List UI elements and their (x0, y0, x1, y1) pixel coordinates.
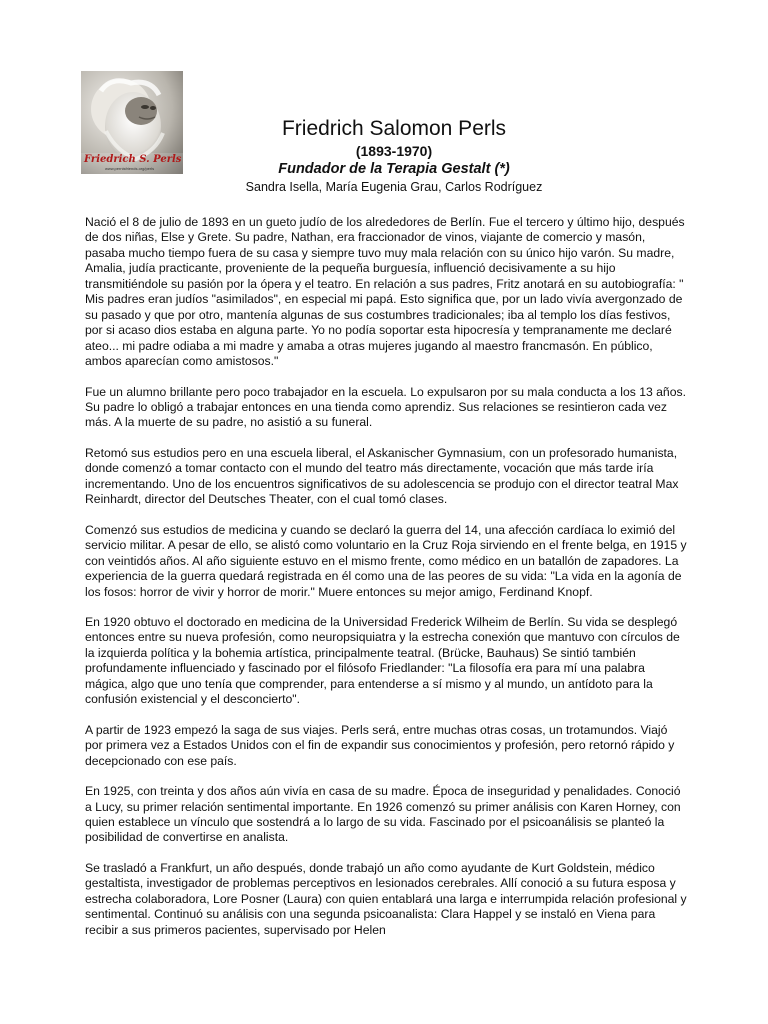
paragraph: Comenzó sus estudios de medicina y cuando se declaró la guerra del 14, una afección cardíaca lo eximió del servicio militar. A pesar de ello, se alistó como voluntario en la Cruz Roja sirviendo en el frente belga, en 1915 y con veintidós años. Al año siguiente estuvo en el mismo frente, como médico en un batallón de zapadores. La experiencia de la guerra quedará registrada en él como una de las peores de su vida: "La vida en la agonía de los fosos: horror de vivir y horror de morir." Muere entonces su mejor amigo, Ferdinand Knopf. (85, 522, 687, 599)
document-subtitle: Fundador de la Terapia Gestalt (*) (278, 161, 510, 177)
paragraph: Fue un alumno brillante pero poco trabajador en la escuela. Lo expulsaron por su mala conducta a los 13 años. Su padre lo obligó a trabajar entonces en una tienda como aprendiz. Sus relaciones se resintieron cada vez más. A la muerte de su padre, no asistió a su funeral. (85, 384, 686, 430)
document-header (200, 116, 588, 195)
portrait-signature: Friedrich S. Perls (84, 154, 182, 165)
portrait-url: www.pernisfriends.org/perls (105, 166, 155, 171)
paragraph: Nació el 8 de julio de 1893 en un gueto judío de los alrededores de Berlín. Fue el tercero y último hijo, después de dos niñas, Else y Grete. Su padre, Nathan, era fraccionador de vinos, viajante de comercio y masón, pasaba mucho tiempo fuera de su casa y siempre tuvo muy mala relación con su único hijo varón. Su madre, Amalia, judía practicante, proveniente de la pequeña burguesía, influenció decisivamente a su hijo transmitiéndole su pasión por la ópera y el teatro. En relación a sus padres, Fritz anotará en su autobiografía: " Mis padres eran judíos "asimilados", en especial mi papá. Esto significa que, por un lado vivía avergonzado de su pasado y que por otro, mantenía algunas de sus costumbres tradicionales; iba al templo los días festivos, por si acaso dios estaba en alguna parte. Yo no podía soportar esta hipocresía y tempranamente me declaré ateo... mi padre odiaba a mi madre y amaba a otras mujeres jugando al maestro francmasón. En público, ambos aparecían como amistosos." (85, 215, 685, 369)
biography-body (85, 215, 688, 953)
paragraph: En 1920 obtuvo el doctorado en medicina de la Universidad Frederick Wilheim de Berlín. Su vida se desplegó entonces entre su nueva profesión, como neuropsiquiatra y la estrecha conexión que mantuvo con círculos de la izquierda política y la bohemia artística, principalmente teatral. (Brücke, Bauhaus) Se sintió también profundamente influenciado y fascinado por el filósofo Friedlander: "La filosofía era para mí una palabra mágica, algo que uno tenía que comprender, para entenderse a sí mismo y al mundo, un antídoto para la confusión existencial y el desconcierto". (85, 614, 680, 707)
portrait-photo (81, 71, 183, 174)
paragraph: Se trasladó a Frankfurt, un año después, donde trabajó un año como ayudante de Kurt Goldstein, médico gestaltista, investigador de problemas perceptivos en lesionados cerebrales. Allí conoció a su futura esposa y estrecha colaboradora, Lore Posner (Laura) con quien entablará una larga e interrumpida relación profesional y sentimental. Continuó su análisis con una segunda psicoanalista: Clara Happel y se instaló en Viena para recibir a sus primeros pacientes, supervisado por Helen (85, 860, 687, 937)
life-years: (1893-1970) (355, 143, 433, 159)
paragraph: En 1925, con treinta y dos años aún vivía en casa de su madre. Época de inseguridad y penalidades. Conoció a Lucy, su primer relación sentimental importante. En 1926 comenzó su primer análisis con Karen Horney, con quien establece un vínculo que sostendrá a lo largo de su vida. Fascinado por el psicoanálisis se planteó la posibilidad de convertirse en analista. (85, 784, 681, 845)
paragraph: Retomó sus estudios pero en una escuela liberal, el Askanischer Gymnasium, con un profesorado humanista, donde comenzó a tomar contacto con el mundo del teatro más directamente, vocación que más tarde iría incrementando. Uno de los encuentros significativos de su adolescencia se produjo con el director teatral Max Reinhardt, director del Deutsches Theater, con el cual tomó clases. (85, 445, 679, 507)
document-title: Friedrich Salomon Perls (281, 117, 507, 140)
paragraph: A partir de 1923 empezó la saga de sus viajes. Perls será, entre muchas otras cosas, un trotamundos. Viajó por primera vez a Estados Unidos con el fin de expandir sus conocimientos y profesión, pero retornó rápido y decepcionado con ese país. (85, 722, 675, 768)
authors-line: Sandra Isella, María Eugenia Grau, Carlos Rodríguez (245, 180, 543, 194)
